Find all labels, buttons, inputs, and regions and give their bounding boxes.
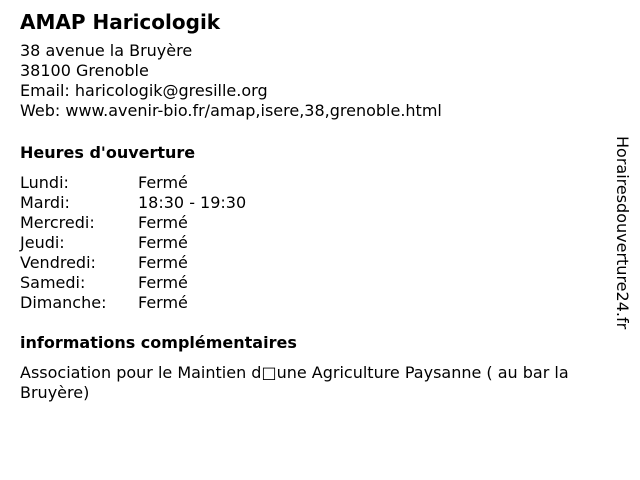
day-label: Vendredi: <box>20 253 96 272</box>
address-block <box>20 41 620 121</box>
business-name: AMAP Haricologik <box>20 10 221 34</box>
day-label: Jeudi: <box>20 233 65 252</box>
day-label: Mardi: <box>20 193 70 212</box>
web-line: Web: www.avenir-bio.fr/amap,isere,38,grenoble.html <box>20 101 442 120</box>
postal-city: 38100 Grenoble <box>20 61 149 80</box>
opening-hours-table <box>20 173 620 313</box>
day-label: Samedi: <box>20 273 86 292</box>
hours-row-friday <box>20 253 620 273</box>
site-watermark: Horairesdouverture24.fr <box>613 136 632 330</box>
hours-row-monday <box>20 173 620 193</box>
hours-row-sunday <box>20 293 620 313</box>
hours-value: Fermé <box>138 173 188 192</box>
hours-value: Fermé <box>138 273 188 292</box>
listing-card <box>20 10 620 403</box>
hours-value: Fermé <box>138 213 188 232</box>
hours-row-saturday <box>20 273 620 293</box>
email-line: Email: haricologik@gresille.org <box>20 81 268 100</box>
additional-info-heading: informations complémentaires <box>20 333 297 352</box>
hours-value: Fermé <box>138 233 188 252</box>
additional-info-text: Association pour le Maintien d□une Agriculture Paysanne ( au bar la Bruyère) <box>20 363 569 402</box>
day-label: Mercredi: <box>20 213 95 232</box>
hours-value: Fermé <box>138 253 188 272</box>
day-label: Dimanche: <box>20 293 107 312</box>
street-address: 38 avenue la Bruyère <box>20 41 193 60</box>
hours-value: Fermé <box>138 293 188 312</box>
hours-row-tuesday <box>20 193 620 213</box>
hours-value: 18:30 - 19:30 <box>138 193 247 212</box>
opening-hours-heading: Heures d'ouverture <box>20 143 196 162</box>
hours-row-thursday <box>20 233 620 253</box>
day-label: Lundi: <box>20 173 69 192</box>
hours-row-wednesday <box>20 213 620 233</box>
